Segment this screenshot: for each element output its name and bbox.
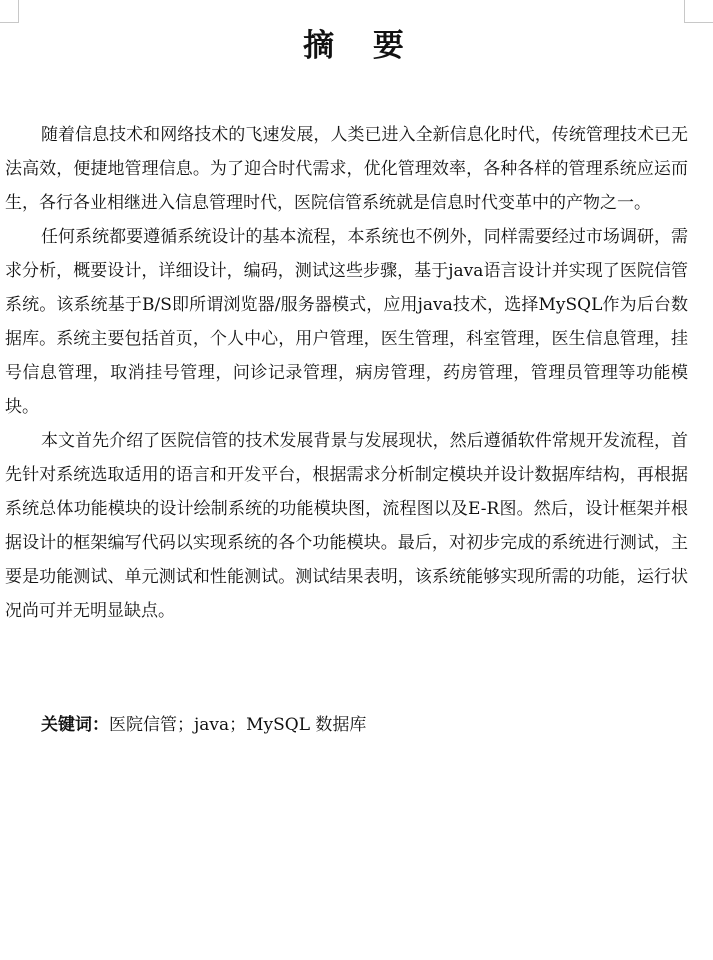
keywords-line — [41, 708, 366, 742]
keywords-label: 关键词： — [41, 715, 109, 735]
page-title: 摘 要 — [303, 28, 418, 64]
abstract-body — [5, 118, 688, 628]
crop-mark-right — [684, 0, 713, 23]
keywords-value: 医院信管；java；MySQL 数据库 — [109, 715, 367, 735]
abstract-paragraph-2: 任何系统都要遵循系统设计的基本流程，本系统也不例外，同样需要经过市场调研，需求分析，概要设计，详细设计，编码，测试这些步骤，基于java语言设计并实现了医院信管系统。该系统基于B/S即所谓浏览器/服务器模式，应用java技术，选择MySQL作为后台数据库。系统主要包括首页，个人中心，用户管理，医生管理，科室管理，医生信息管理，挂号信息管理，取消挂号管理，问诊记录管理，病房管理，药房管理，管理员管理等功能模块。 — [5, 227, 688, 417]
abstract-paragraph-1: 随着信息技术和网络技术的飞速发展，人类已进入全新信息化时代，传统管理技术已无法高效，便捷地管理信息。为了迎合时代需求，优化管理效率，各种各样的管理系统应运而生，各行各业相继进入信息管理时代，医院信管系统就是信息时代变革中的产物之一。 — [5, 125, 688, 213]
abstract-paragraph-3: 本文首先介绍了医院信管的技术发展背景与发展现状，然后遵循软件常规开发流程，首先针对系统选取适用的语言和开发平台，根据需求分析制定模块并设计数据库结构，再根据系统总体功能模块的设计绘制系统的功能模块图，流程图以及E-R图。然后，设计框架并根据设计的框架编写代码以实现系统的各个功能模块。最后，对初步完成的系统进行测试，主要是功能测试、单元测试和性能测试。测试结果表明，该系统能够实现所需的功能，运行状况尚可并无明显缺点。 — [5, 431, 688, 621]
crop-mark-left — [0, 0, 19, 23]
